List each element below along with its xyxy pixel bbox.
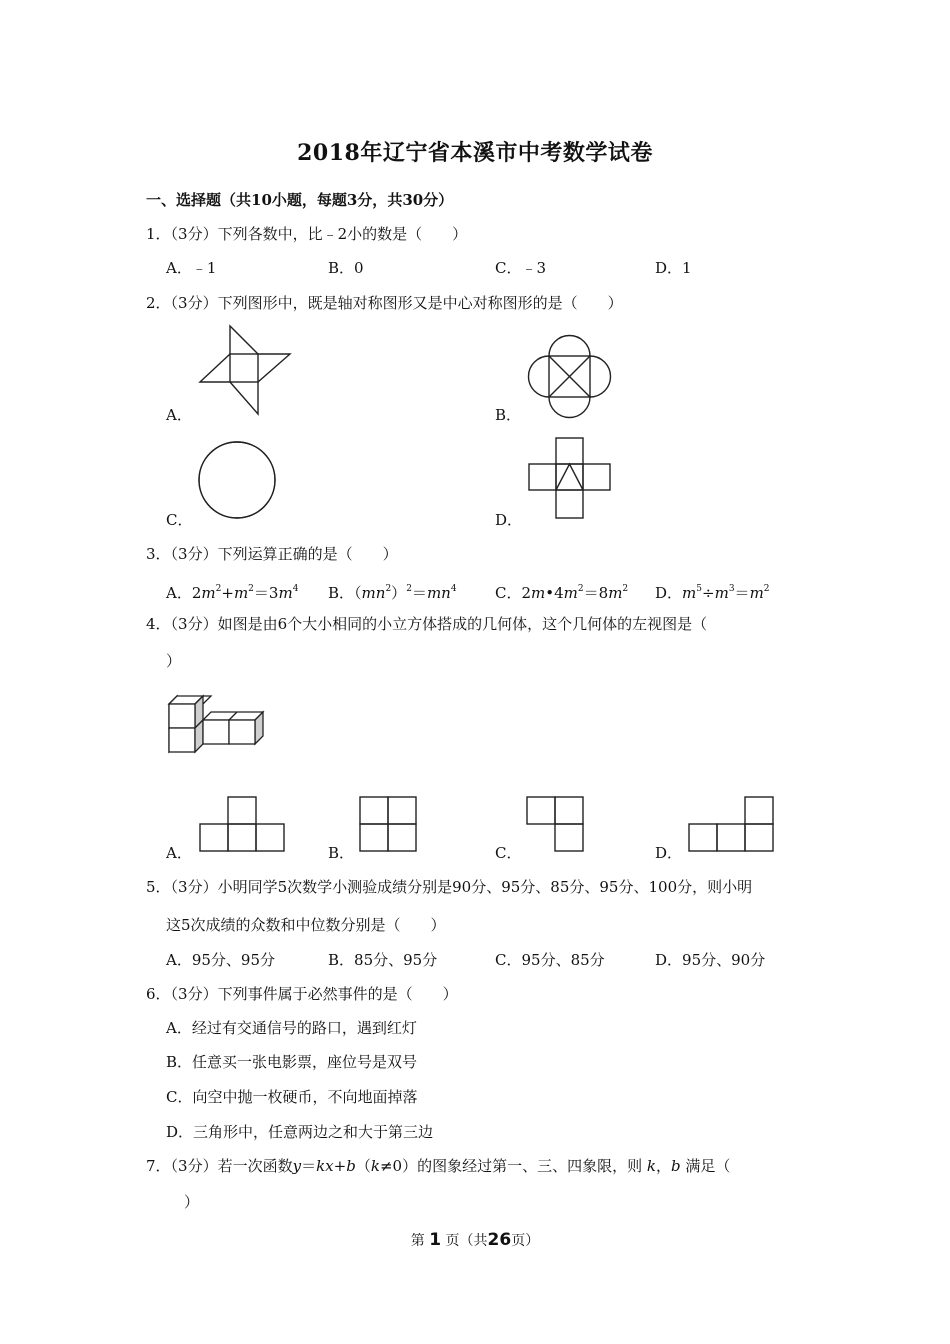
q2-figure-a bbox=[196, 322, 296, 417]
q4-label-b: B． bbox=[328, 844, 355, 862]
q4-label-d: D． bbox=[655, 844, 683, 862]
q1-option-b: B．0 bbox=[328, 259, 364, 277]
q6-option-a: A．经过有交通信号的路口，遇到红灯 bbox=[166, 1019, 417, 1037]
q4-view-a bbox=[198, 795, 288, 853]
q1-option-d: D．1 bbox=[655, 259, 692, 277]
q6-option-b: B．任意买一张电影票，座位号是双号 bbox=[166, 1053, 418, 1071]
page-number: 1 bbox=[429, 1230, 442, 1250]
q2-label-b: B． bbox=[495, 406, 522, 424]
q3-option-a: A．$2m^2+m^2=3m^4$ bbox=[166, 584, 299, 602]
q2-figure-d bbox=[527, 436, 613, 522]
q5-option-d: D．95分、90分 bbox=[655, 951, 766, 969]
q7-stem: 7．（3分）若一次函数y＝kx+b（k≠0）的图象经过第一、三、四象限，则 k，b 满足（ bbox=[146, 1157, 731, 1175]
q2-stem: 2．（3分）下列图形中，既是轴对称图形又是中心对称图形的是（ ） bbox=[146, 294, 623, 312]
q5-option-a: A．95分、95分 bbox=[166, 951, 276, 969]
page-title: 2018年辽宁省本溪市中考数学试卷 bbox=[297, 140, 653, 166]
q5-stem: 5．（3分）小明同学5次数学小测验成绩分别是90分、95分、85分、95分、100分，则小明 bbox=[146, 878, 753, 896]
q4-view-d bbox=[687, 795, 777, 853]
q6-stem: 6．（3分）下列事件属于必然事件的是（ ） bbox=[146, 985, 458, 1003]
q6-option-c: C．向空中抛一枚硬币，不向地面掉落 bbox=[166, 1088, 418, 1106]
section-heading: 一、选择题（共10小题，每题3分，共30分） bbox=[146, 191, 454, 209]
q2-label-a: A． bbox=[166, 406, 192, 424]
q1-option-c: C．﹣3 bbox=[495, 259, 547, 277]
q2-figure-b bbox=[524, 330, 616, 422]
q4-view-b bbox=[358, 795, 420, 853]
q3-option-c: C．$2m•4m^2=8m^2$ bbox=[495, 584, 629, 602]
page-total: 26 bbox=[487, 1230, 512, 1250]
q3-option-b: B．$(mn^2)^2=mn^4$ bbox=[328, 584, 457, 602]
q4-label-c: C． bbox=[495, 844, 522, 862]
q4-solid-figure bbox=[166, 686, 266, 758]
q1-stem: 1．（3分）下列各数中，比﹣2小的数是（ ） bbox=[146, 225, 468, 243]
q5-option-c: C．95分、85分 bbox=[495, 951, 605, 969]
q2-label-d: D． bbox=[495, 511, 523, 529]
q4-view-c bbox=[525, 795, 587, 853]
q5-option-b: B．85分、95分 bbox=[328, 951, 438, 969]
page-footer: 第 1 页（共26页） bbox=[410, 1230, 540, 1250]
q4-label-a: A． bbox=[166, 844, 192, 862]
q2-figure-c bbox=[196, 440, 280, 524]
q3-option-d: D．$m^5\div m^3=m^2$ bbox=[655, 584, 770, 602]
q3-stem: 3．（3分）下列运算正确的是（ ） bbox=[146, 545, 398, 563]
q4-stem: 4．（3分）如图是由6个大小相同的小立方体搭成的几何体，这个几何体的左视图是（ bbox=[146, 615, 708, 633]
q7-stem-cont: ） bbox=[184, 1193, 200, 1211]
q5-stem-cont: 这5次成绩的众数和中位数分别是（ ） bbox=[166, 916, 446, 934]
q2-label-c: C． bbox=[166, 511, 193, 529]
q1-option-a: A．﹣1 bbox=[166, 259, 217, 277]
q4-stem-cont: ） bbox=[166, 652, 182, 670]
q6-option-d: D．三角形中，任意两边之和大于第三边 bbox=[166, 1123, 434, 1141]
